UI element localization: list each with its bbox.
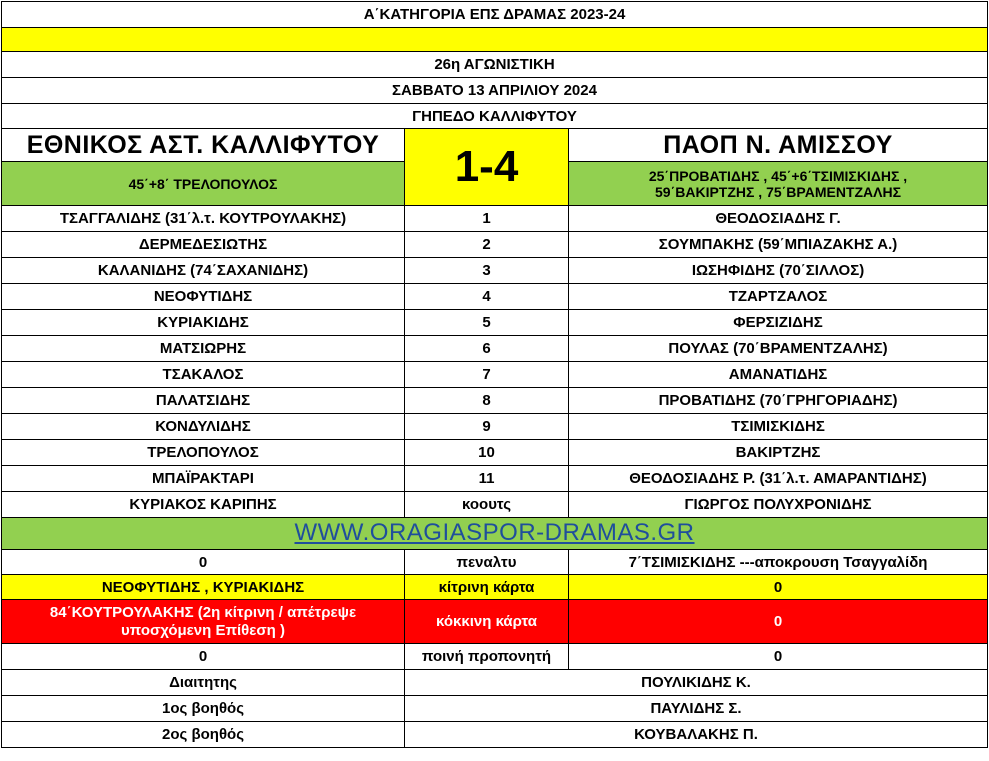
- shirt-number: 4: [405, 284, 569, 310]
- shirt-number: 1: [405, 206, 569, 232]
- shirt-number: 10: [405, 440, 569, 466]
- home-player: ΔΕΡΜΕΔΕΣΙΩΤΗΣ: [2, 232, 405, 258]
- website-link[interactable]: WWW.ORAGIASPOR-DRAMAS.GR: [294, 518, 695, 546]
- match-report-table: [1, 1, 988, 748]
- lineup-row: [2, 362, 988, 388]
- home-player: ΤΣΑΚΑΛΟΣ: [2, 362, 405, 388]
- coach-row: [2, 492, 988, 518]
- lineup-row: [2, 440, 988, 466]
- home-player: ΤΣΑΓΓΑΛΙΔΗΣ (31΄λ.τ. ΚΟΥΤΡΟΥΛΑΚΗΣ): [2, 206, 405, 232]
- away-player: ΠΡΟΒΑΤΙΔΗΣ (70΄ΓΡΗΓΟΡΙΑΔΗΣ): [569, 388, 988, 414]
- lineup-row: [2, 310, 988, 336]
- red-card-label: κόκκινη κάρτα: [405, 600, 569, 644]
- home-red-cards: [2, 600, 405, 644]
- official-row: [2, 670, 988, 696]
- away-player: ΠΟΥΛΑΣ (70΄ΒΡΑΜΕΝΤΖΑΛΗΣ): [569, 336, 988, 362]
- away-player: ΙΩΣΗΦΙΔΗΣ (70΄ΣΙΛΛΟΣ): [569, 258, 988, 284]
- match-venue: ΓΗΠΕΔΟ ΚΑΛΛΙΦΥΤΟΥ: [2, 104, 988, 129]
- official-role: Διαιτητης: [2, 670, 405, 696]
- home-player: ΚΑΛΑΝΙΔΗΣ (74΄ΣΑΧΑΝΙΔΗΣ): [2, 258, 405, 284]
- official-name: ΠΑΥΛΙΔΗΣ Σ.: [405, 696, 988, 722]
- lineup-row: [2, 258, 988, 284]
- lineup-row: [2, 388, 988, 414]
- red-card-row: [2, 600, 988, 644]
- lineup-row: [2, 336, 988, 362]
- home-scorers: 45΄+8΄ ΤΡΕΛΟΠΟΥΛΟΣ: [2, 162, 405, 206]
- home-player: ΝΕΟΦΥΤΙΔΗΣ: [2, 284, 405, 310]
- penalty-row: [2, 550, 988, 575]
- away-red-cards: 0: [569, 600, 988, 644]
- final-score: 1-4: [405, 129, 569, 206]
- away-scorers-line-2: 59΄ΒΑΚΙΡΤΖΗΣ , 75΄ΒΡΑΜΕΝΤΖΑΛΗΣ: [655, 183, 902, 200]
- home-yellow-cards: ΝΕΟΦΥΤΙΔΗΣ , ΚΥΡΙΑΚΙΔΗΣ: [2, 575, 405, 600]
- home-red-card-line-1: 84΄ΚΟΥΤΡΟΥΛΑΚΗΣ (2η κίτρινη / απέτρεψε: [49, 603, 357, 621]
- away-player: ΤΖΑΡΤΖΑΛΟΣ: [569, 284, 988, 310]
- shirt-number: 7: [405, 362, 569, 388]
- yellow-card-label: κίτρινη κάρτα: [405, 575, 569, 600]
- lineup-row: [2, 206, 988, 232]
- coach-penalty-row: [2, 644, 988, 670]
- home-coach-penalty: 0: [2, 644, 405, 670]
- official-name: ΠΟΥΛΙΚΙΔΗΣ Κ.: [405, 670, 988, 696]
- shirt-number: 8: [405, 388, 569, 414]
- website-banner: [2, 518, 988, 550]
- away-scorers: [569, 162, 988, 206]
- away-yellow-cards: 0: [569, 575, 988, 600]
- away-player: ΤΣΙΜΙΣΚΙΔΗΣ: [569, 414, 988, 440]
- away-scorers-line-1: 25΄ΠΡΟΒΑΤΙΔΗΣ , 45΄+6΄ΤΣΙΜΙΣΚΙΔΗΣ ,: [648, 167, 908, 184]
- official-row: [2, 722, 988, 748]
- away-player: ΒΑΚΙΡΤΖΗΣ: [569, 440, 988, 466]
- home-player: ΠΑΛΑΤΣΙΔΗΣ: [2, 388, 405, 414]
- home-team-name: ΕΘΝΙΚΟΣ ΑΣΤ. ΚΑΛΛΙΦΥΤΟΥ: [2, 129, 405, 162]
- away-coach-penalty: 0: [569, 644, 988, 670]
- home-player: ΚΥΡΙΑΚΙΔΗΣ: [2, 310, 405, 336]
- official-name: ΚΟΥΒΑΛΑΚΗΣ Π.: [405, 722, 988, 748]
- home-player: ΚΟΝΔΥΛΙΔΗΣ: [2, 414, 405, 440]
- away-player: ΑΜΑΝΑΤΙΔΗΣ: [569, 362, 988, 388]
- away-player: ΘΕΟΔΟΣΙΑΔΗΣ Ρ. (31΄λ.τ. ΑΜΑΡΑΝΤΙΔΗΣ): [569, 466, 988, 492]
- shirt-number: 5: [405, 310, 569, 336]
- official-row: [2, 696, 988, 722]
- away-player: ΣΟΥΜΠΑΚΗΣ (59΄ΜΠΙΑΖΑΚΗΣ Α.): [569, 232, 988, 258]
- away-player: ΘΕΟΔΟΣΙΑΔΗΣ Γ.: [569, 206, 988, 232]
- away-penalty: 7΄ΤΣΙΜΙΣΚΙΔΗΣ ---αποκρουση Τσαγγαλίδη: [569, 550, 988, 575]
- home-coach: ΚΥΡΙΑΚΟΣ ΚΑΡΙΠΗΣ: [2, 492, 405, 518]
- shirt-number: 6: [405, 336, 569, 362]
- penalty-label: πεναλτυ: [405, 550, 569, 575]
- shirt-number: 3: [405, 258, 569, 284]
- away-player: ΦΕΡΣΙΖΙΔΗΣ: [569, 310, 988, 336]
- official-role: 1ος βοηθός: [2, 696, 405, 722]
- yellow-card-row: [2, 575, 988, 600]
- lineup-row: [2, 466, 988, 492]
- away-coach: ΓΙΩΡΓΟΣ ΠΟΛΥΧΡΟΝΙΔΗΣ: [569, 492, 988, 518]
- official-role: 2ος βοηθός: [2, 722, 405, 748]
- away-team-name: ΠΑΟΠ Ν. ΑΜΙΣΣΟΥ: [569, 129, 988, 162]
- coach-penalty-label: ποινή προπονητή: [405, 644, 569, 670]
- shirt-number: 2: [405, 232, 569, 258]
- round-label: 26η ΑΓΩΝΙΣΤΙΚΗ: [2, 52, 988, 78]
- sheet-title: Α΄ΚΑΤΗΓΟΡΙΑ ΕΠΣ ΔΡΑΜΑΣ 2023-24: [2, 2, 988, 28]
- home-player: ΤΡΕΛΟΠΟΥΛΟΣ: [2, 440, 405, 466]
- home-red-card-line-2: υποσχόμενη Επίθεση ): [121, 621, 285, 639]
- shirt-number: 9: [405, 414, 569, 440]
- lineup-row: [2, 284, 988, 310]
- shirt-number: 11: [405, 466, 569, 492]
- home-player: ΜΑΤΣΙΩΡΗΣ: [2, 336, 405, 362]
- home-penalty: 0: [2, 550, 405, 575]
- coach-label: κοουτς: [405, 492, 569, 518]
- home-player: ΜΠΑΪΡΑΚΤΑΡΙ: [2, 466, 405, 492]
- lineup-row: [2, 414, 988, 440]
- match-date: ΣΑΒΒΑΤΟ 13 ΑΠΡΙΛΙΟΥ 2024: [2, 78, 988, 104]
- yellow-band: [2, 28, 988, 52]
- lineup-row: [2, 232, 988, 258]
